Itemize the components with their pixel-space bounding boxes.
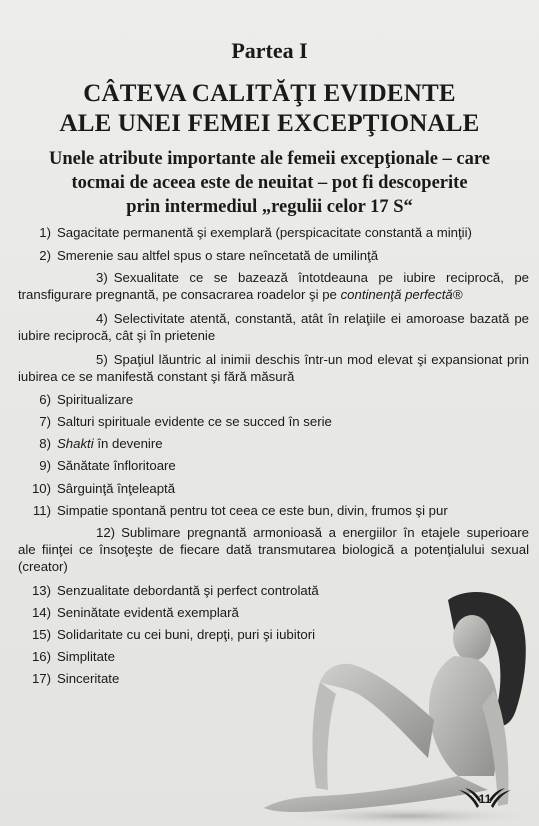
item-number: 13) (31, 583, 51, 598)
item-number: 15) (31, 627, 51, 642)
list-item (18, 247, 529, 264)
list-item (18, 457, 529, 474)
item-number: 8) (39, 436, 51, 451)
item-number: 5) (96, 352, 108, 367)
item-number: 11) (32, 503, 51, 518)
chapter-title-line-2: ALE UNEI FEMEI EXCEPŢIONALE (59, 110, 480, 137)
item-text: Senzualitate debordantă şi perfect controlată (57, 583, 319, 598)
item-text: Salturi spirituale evidente ce se succed în serie (57, 414, 332, 429)
list-item (18, 435, 529, 452)
list-item (18, 391, 529, 408)
intro-line-1: Unele atribute importante ale femeii excepţionale – care (49, 149, 490, 169)
item-text: Sublimare pregnantă armonioasă a energiilor în etajele superioare ale fiinţei ce însoţeşte de fiecare dată transmutarea biologică a potenţialului sexual (creator) (18, 525, 529, 574)
item-text: Sârguinţă înţeleaptă (57, 481, 176, 496)
part-label: Partea I (231, 38, 308, 63)
item-text: Simpatie spontană pentru tot ceea ce este bun, divin, frumos şi pur (57, 503, 448, 518)
item-text: Sexualitate ce se bazează întotdeauna pe iubire reciprocă, pe transfigurare pregnantă, pe consacrarea roadelor şi pe (18, 270, 529, 302)
item-text: Sănătate înfloritoare (57, 458, 176, 473)
lower-leg-shape (313, 682, 336, 790)
chapter-title-line-1: CÂTEVA CALITĂŢI EVIDENTE (83, 80, 456, 107)
item-text: Solidaritate cu cei buni, drepţi, puri şi iubitori (57, 627, 316, 642)
list-item (18, 351, 529, 385)
item-text: Spaţiul lăuntric al inimii deschis într-un mod elevat şi expansionat prin iubirea ce se manifestă constant şi fără măsură (18, 352, 529, 384)
item-text: Spiritualizare (57, 392, 134, 407)
intro-heading (10, 147, 529, 219)
item-number: 4) (96, 311, 108, 326)
item-number: 7) (39, 414, 51, 429)
item-number: 2) (39, 248, 51, 263)
list-item (18, 502, 529, 519)
item-text: în devenire (93, 436, 163, 451)
item-italic-text: Shakti (57, 436, 94, 451)
head-shape (453, 615, 491, 661)
item-number: 1) (39, 225, 51, 240)
list-item (18, 480, 529, 497)
item-text: Smerenie sau altfel spus o stare neîncetată de umilinţă (57, 248, 379, 263)
page-number: 11 (478, 792, 492, 806)
item-number: 17) (31, 671, 51, 686)
list-item (18, 224, 529, 241)
intro-line-2: tocmai de aceea este de neuitat – pot fi descoperite (71, 173, 468, 193)
list-item (18, 310, 529, 344)
item-text: Seninătate evidentă exemplară (57, 605, 239, 620)
item-italic-text: continenţă perfectă® (340, 287, 463, 302)
item-number: 10) (31, 481, 51, 496)
raised-leg-shape (320, 664, 434, 758)
list-item (18, 413, 529, 430)
item-number: 9) (39, 458, 51, 473)
list-item (18, 269, 529, 303)
item-number: 16) (31, 649, 51, 664)
item-text: Selectivitate atentă, constantă, atât în relaţiile ei amoroase bazată pe iubire reciprocă, cât şi în prietenie (18, 311, 529, 343)
list-item (18, 524, 529, 575)
item-number: 6) (39, 392, 51, 407)
item-text: Sagacitate permanentă şi exemplară (perspicacitate constantă a minţii) (57, 225, 472, 240)
item-text: Sinceritate (57, 671, 120, 686)
chapter-title (0, 79, 539, 139)
item-number: 3) (96, 270, 108, 285)
item-number: 12) (96, 525, 116, 540)
item-text: Simplitate (57, 649, 115, 664)
item-number: 14) (31, 605, 51, 620)
intro-line-3: prin intermediul „regulii celor 17 S“ (126, 197, 413, 217)
